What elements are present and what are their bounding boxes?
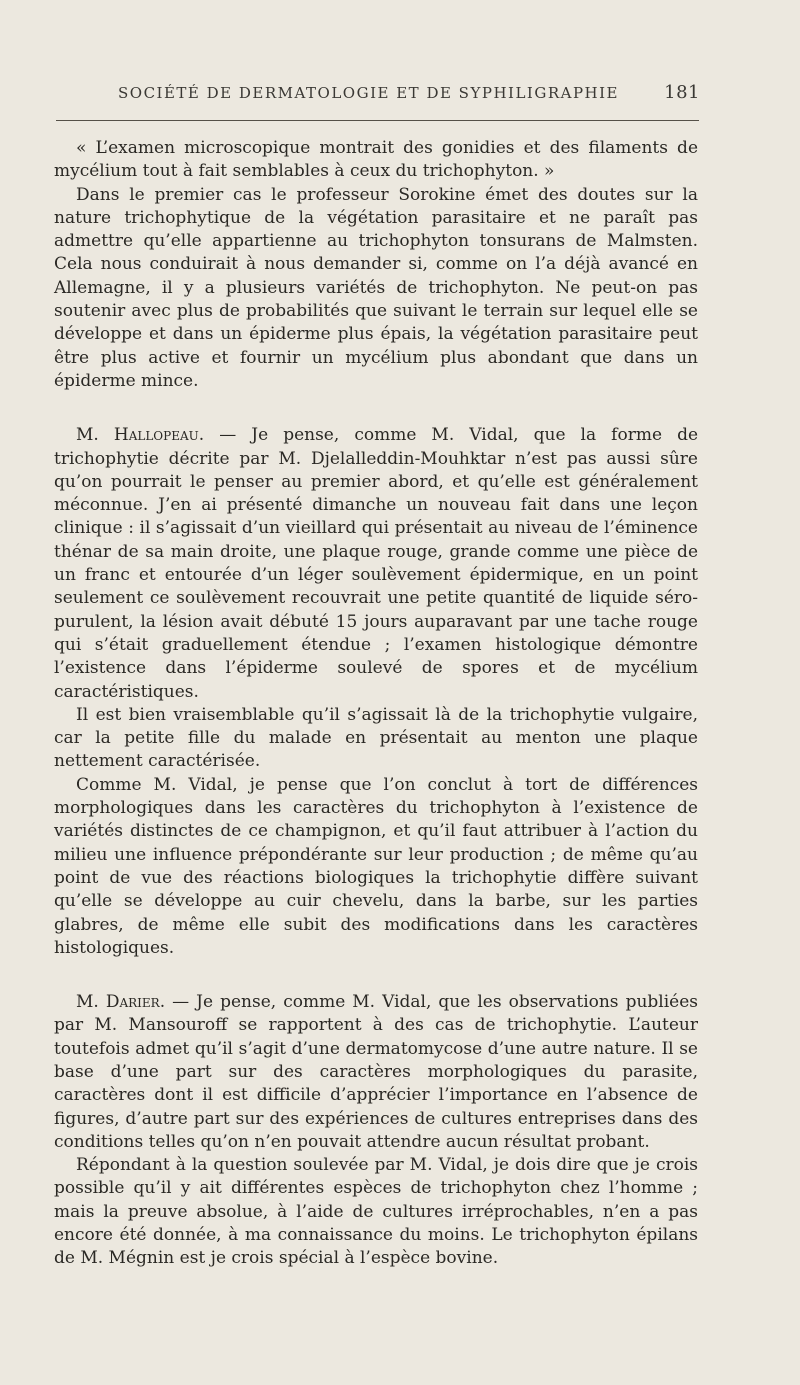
paragraph-darier <box>54 991 698 1154</box>
page-number: 181 <box>664 82 700 103</box>
speaker-prefix: M. <box>76 425 99 446</box>
body-text <box>54 137 698 1271</box>
paragraph-hallopeau <box>54 424 698 704</box>
header-rule <box>56 120 699 121</box>
speaker-name: Hallopeau <box>113 425 199 446</box>
paragraph: Dans le premier cas le professeur Sorokine émet des doutes sur la nature trichophytique de la végétation parasitaire et ne paraît pas admettre qu’elle appartienne au trichophyton tonsurans de Malmsten. Cela nous conduirait à nous demander si, comme on l’a déjà avancé en Allemagne, il y a plusieurs variétés de trichophyton. Ne peut-on pas soutenir avec plus de probabilités que suivant le terrain sur lequel elle se développe et dans un épiderme plus épais, la végétation parasitaire peut être plus active et fournir un mycélium plus abondant que dans un épiderme mince. <box>54 184 698 391</box>
running-title: SOCIÉTÉ DE DERMATOLOGIE ET DE SYPHILIGRAPHIE <box>118 84 620 102</box>
running-header <box>118 82 700 103</box>
paragraph: « L’examen microscopique montrait des gonidies et des filaments de mycélium tout à fait semblables à ceux du trichophyton. » <box>54 138 698 182</box>
paragraph: Répondant à la question soulevée par M. Vidal, je dois dire que je crois possible qu’il y ait différentes espèces de trichophyton chez l’homme ; mais la preuve absolue, à l’aide de cultures irréprochables, n’en a pas encore été donnée, à ma connaissance du moins. Le trichophyton épilans de M. Mégnin est je crois spécial à l’espèce bovine. <box>54 1155 698 1269</box>
paragraph: Il est bien vraisemblable qu’il s’agissait là de la trichophytie vulgaire, car la petite fille du malade en présentait au menton une plaque nettement caractérisée. <box>54 704 698 772</box>
paragraph: Comme M. Vidal, je pense que l’on conclut à tort de différences morphologiques dans les caractères du trichophyton à l’existence de variétés distinctes de ce champignon, et qu’il faut attribuer à l’action du milieu une influence prépondérante sur leur production ; de même qu’au point de vue des réactions biologiques la trichophytie diffère suivant qu’elle se développe au cuir chevelu, dans la barbe, sur les parties glabres, de même elle subit des modifications dans les caractères histologiques. <box>54 774 698 958</box>
paragraph-text: . — Je pense, comme M. Vidal, que les observations publiées par M. Mansouroff se rapportent à des cas de trichophytie. L’auteur toutefois admet qu’il s’agit d’une dermatomycose d’une autre nature. Il se base d’une part sur des caractères morphologiques du parasite, caractères dont il est difficile d’apprécier l’importance en l’absence de figures, d’autre part sur des expériences de cultures entreprises dans des conditions telles qu’on n’en pouvait attendre aucun résultat probant. <box>54 992 698 1152</box>
speaker-name: Darier <box>105 992 160 1013</box>
speaker-prefix: M. <box>76 992 99 1013</box>
paragraph-text: . — Je pense, comme M. Vidal, que la forme de trichophytie décrite par M. Djelalleddin-Mouhktar n’est pas aussi sûre qu’on pourrait le penser au premier abord, et qu’elle est généralement méconnue. J’en ai présenté dimanche un nouveau fait dans une leçon clinique : il s’agissait d’un vieillard qui présentait au niveau de l’éminence thénar de sa main droite, une plaque rouge, grande comme une pièce de un franc et entourée d’un léger soulèvement épidermique, en un point seulement ce soulèvement recouvrait une petite quantité de liquide séro-purulent, la lésion avait débuté 15 jours auparavant par une tache rouge qui s’était graduellement étendue ; l’examen histologique démontre l’existence dans l’épiderme soulevé de spores et de mycélium caractéristiques. <box>54 425 699 702</box>
